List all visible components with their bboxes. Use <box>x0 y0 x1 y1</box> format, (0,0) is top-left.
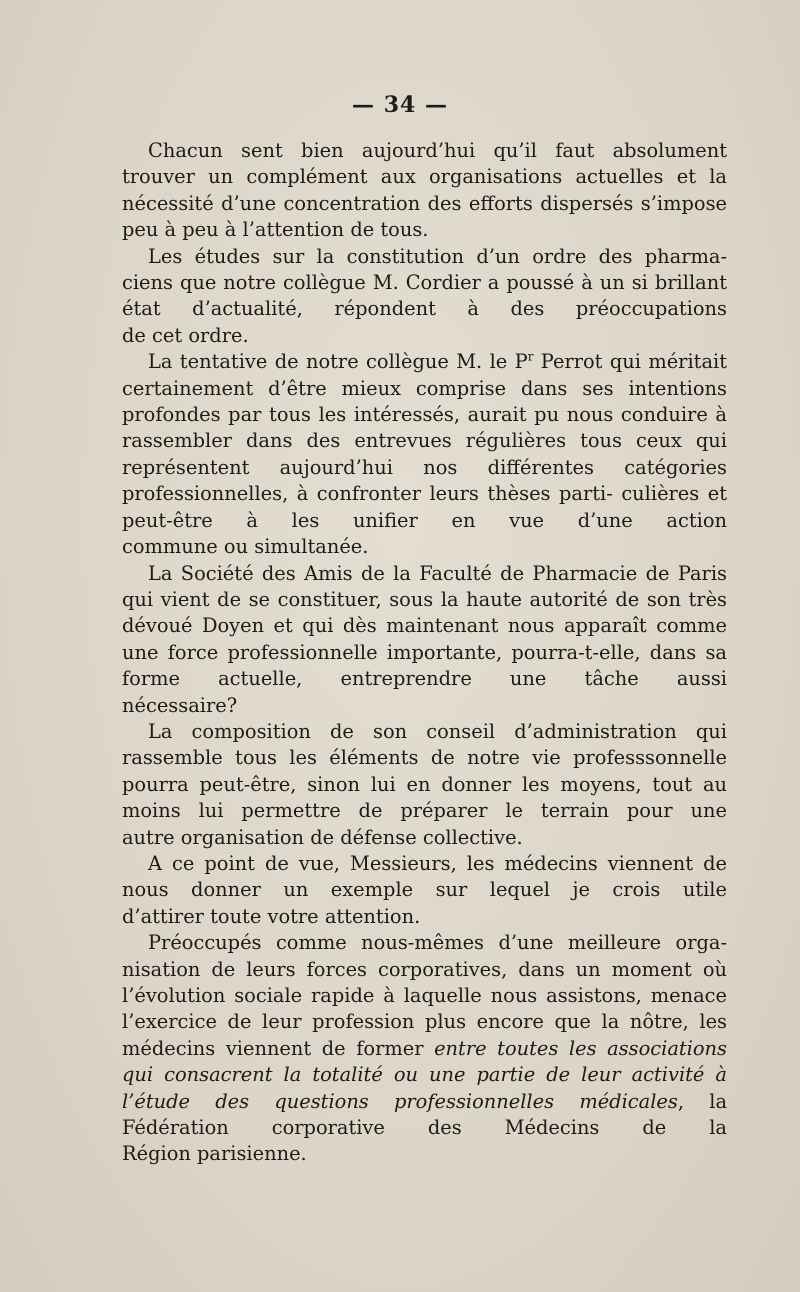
text-line: dans sa forme actuelle, entreprendre une tâche aussi <box>122 640 727 691</box>
italic-text: de leur activité à l’étude des questions professionnelles <box>122 1063 727 1113</box>
text-line: Paris qui vient de se constituer, sous la haute autorité de <box>122 561 727 611</box>
page-number: — 34 — <box>352 92 448 118</box>
text-line: méritait certainement d’être mieux comprise dans ses <box>122 350 727 400</box>
text-line: où l’évolution sociale rapide à laquelle nous assistons, <box>122 957 727 1007</box>
text-line: nécessité d’une concentration des efforts dispersés s’impose <box>122 191 727 215</box>
italic-text: médicales <box>579 1089 678 1113</box>
paragraph-6 <box>122 851 727 930</box>
text-line: brillant état d’actualité, répondent à des préoccupations <box>122 271 727 321</box>
text-line: Préoccupés comme nous-mêmes d’une meilleure orga- <box>148 931 727 955</box>
text-line-last: de cet ordre. <box>122 323 249 347</box>
text-line: rassemble tous les éléments de notre vie professsonnelle <box>122 746 727 770</box>
text-line: A ce point de vue, Messieurs, les médecins viennent <box>148 851 694 875</box>
text-line-last: nécessaire? <box>122 693 238 717</box>
text-line: La composition de son conseil d’administration qui <box>148 719 727 743</box>
text-line: nôtre, les médecins viennent de former <box>122 1010 727 1060</box>
text-line: Perrot qui <box>533 350 641 374</box>
text-line: nous conduire à rassembler dans des entrevues régulières <box>122 403 727 453</box>
paragraph-7 <box>122 930 727 1168</box>
text-line: tous ceux qui représentent aujourd’hui nos différentes <box>122 429 727 479</box>
text-line: culières et peut-être à les unifier en vue d’une action <box>122 482 728 532</box>
text-line: de nous donner un exemple sur lequel je crois utile <box>122 851 727 902</box>
superscript: r <box>527 349 534 364</box>
body-text <box>122 138 727 1168</box>
text-line: intentions profondes par tous les intéressés, aurait pu <box>122 376 727 427</box>
text-line: comme une force professionnelle importante, pourra-t-elle, <box>122 614 727 664</box>
text-line-last: autre organisation de défense collective. <box>122 825 523 849</box>
text-line: ciens que notre collègue M. Cordier a poussé à un si <box>122 271 648 295</box>
text-line: La Société des Amis de la Faculté de Pharmacie de <box>148 561 670 585</box>
paragraph-1 <box>122 138 727 244</box>
italic-text: entre toutes <box>434 1036 559 1060</box>
paragraph-5 <box>122 719 727 851</box>
text-line: son très dévoué Doyen et qui dès maintenant nous apparaît <box>122 587 727 638</box>
italic-text: les associations qui consacrent la totalité ou une partie <box>122 1036 727 1087</box>
text-line: catégories professionnelles, à confronter leurs thèses parti- <box>122 455 727 506</box>
text-line: pourra peut-être, sinon lui en donner les moyens, tout <box>122 772 693 796</box>
text-line: nisation de leurs forces corporatives, dans un moment <box>122 957 692 981</box>
text-line: La tentative de notre collègue M. le P <box>148 350 528 374</box>
paragraph-4 <box>122 561 727 719</box>
text-line-last: commune ou simultanée. <box>122 535 369 559</box>
text-line: Chacun sent bien aujourd’hui qu’il faut absolument <box>148 139 727 162</box>
text-line: Les études sur la constitution d’un ordre des pharma- <box>148 244 727 268</box>
paragraph-2 <box>122 244 727 350</box>
text-line: , la Fédération corporative des Médecins de la <box>122 1089 728 1140</box>
text-line: trouver un complément aux organisations actuelles et la <box>122 165 727 189</box>
text-line-last: peu à peu à l’attention de tous. <box>122 218 429 242</box>
paragraph-3 <box>122 349 727 560</box>
text-line-last: d’attirer toute votre attention. <box>122 904 421 928</box>
text-line: menace l’exercice de leur profession plus encore que la <box>122 984 727 1034</box>
text-line: au moins lui permettre de préparer le terrain pour une <box>122 772 727 823</box>
text-line-last: Région parisienne. <box>122 1142 307 1166</box>
